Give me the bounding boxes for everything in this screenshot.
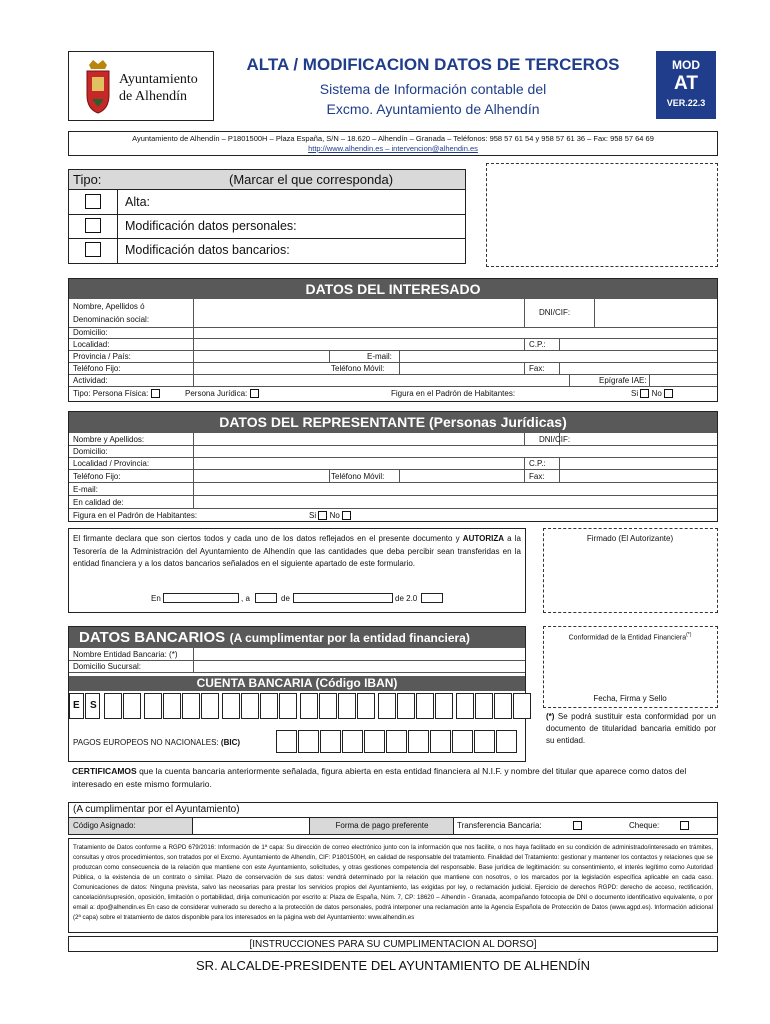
padron-si-checkbox[interactable] (640, 389, 649, 398)
bic-char-box[interactable] (386, 730, 407, 753)
representante-nombre-label: Nombre y Apellidos: (73, 435, 145, 444)
representante-padron-options: Si No (309, 511, 351, 520)
iban-digit-box[interactable] (123, 693, 141, 719)
tipo-label: Tipo: (73, 172, 102, 187)
coat-of-arms-icon (83, 59, 113, 114)
declaracion-text: El firmante declara que son ciertos todos y cada uno de los datos reflejados en el presente documento y AUTORIZA a la Tesorería de la Administración del Ayuntamiento de Alhendín que las cantidades que deba percibir sean transferidas en la entidad financiera y a los datos bancarios señalados en el siguiente apartado de este formulario. (73, 534, 522, 568)
tipo-mod-personales-checkbox[interactable] (85, 218, 101, 233)
ayuntamiento-section (68, 802, 718, 835)
interesado-epigrafe-label: Epígrafe IAE: (599, 376, 647, 385)
certificamos-text: CERTIFICAMOS que la cuenta bancaria anteriormente señalada, figura abierta en esta entidad financiera al N.I.F. y nombre del titular que aparece como datos del interesado en este mismo formulario. (72, 766, 687, 789)
iban-digit-box[interactable] (513, 693, 531, 719)
iban-digit-box[interactable] (338, 693, 356, 719)
representante-email-label: E-mail: (73, 485, 98, 494)
tipo-instruction: (Marcar el que corresponda) (229, 172, 394, 187)
model-version: VER.22.3 (666, 98, 706, 108)
interesado-dni-label: DNI/CIF: (539, 308, 571, 317)
bic-char-box[interactable] (342, 730, 363, 753)
iban-digit-box[interactable] (144, 693, 162, 719)
transferencia-label: Transferencia Bancaria: (457, 821, 542, 830)
interesado-fax-label: Fax: (529, 364, 545, 373)
forma-pago-label: Forma de pago preferente (335, 821, 429, 830)
bic-char-box[interactable] (276, 730, 297, 753)
interesado-actividad-label: Actividad: (73, 376, 108, 385)
rgpd-box (68, 838, 718, 933)
persona-fisica-checkbox[interactable] (151, 389, 160, 398)
iban-digit-box[interactable] (163, 693, 181, 719)
bic-char-box[interactable] (474, 730, 495, 753)
rgpd-text: Tratamiento de Datos conforme a RGPD 679/2016: Información de 1ª capa: Su dirección de correo electrónico junto con la información que nos facilite, o nos haya facilitado en su condición de administrado/interesado en trámites, consultas y otros procedimientos, son tratados por el Excmo. Ayuntamiento de Alhendín, CIF: P1801500H, en calidad de responsable del tratamiento. Finalidad del Tratamiento: gestionar y mantener los contactos y relaciones que se produzcan como consecuencia de la relación que mantiene con este Ayuntamiento, solicitudes, y otras gestiones competencia del responsable. Base jurídica de legitimación: su consentimiento, el interés legítimo como Autoridad Pública, o la existencia de un contrato o similar. Plazo de conservación de sus datos: vendrá determinado por la relación que mantiene con nosotros, o los marcados por la legislación específica aplicable en cada caso. Comunicaciones de datos: Ninguna prevista, salvo las necesarias para prestar los servicios propios del Ayuntamiento, las exigidas por ley, o reclamación judicial. Ejercicio de derechos RGPD: derecho de acceso, rectificación, cancelación/supresión, oposición, limitación o portabilidad, dirija comunicación por escrito a: Plaza de España, Núm. 7, CP: 18620 – Alhendín - Granada, acompañando fotocopia de DNI o documento identificativo equivalente, o por email a: dpo@alhendin.es En caso de considerar vulnerado su derecho a la protección de datos personales, podrá interponer una reclamación ante la Agencia Española de Protección de Datos (www.agpd.es). Información adicional (2ª capa) sobre el tratamiento de datos disponible para los interesados en la página web del Ayuntamiento: www.alhendin.es (73, 844, 713, 921)
iban-digit-box[interactable] (182, 693, 200, 719)
representante-telefono-label: Teléfono Fijo: (73, 472, 121, 481)
tipo-section (68, 169, 466, 264)
interesado-denominacion-label: Denominación social: (73, 315, 150, 324)
rep-padron-si-checkbox[interactable] (318, 511, 327, 520)
declaracion-mes-input[interactable] (293, 593, 393, 603)
interesado-localidad-label: Localidad: (73, 340, 110, 349)
instrucciones-box (68, 936, 718, 952)
bic-char-box[interactable] (452, 730, 473, 753)
representante-calidad-label: En calidad de: (73, 498, 124, 507)
interesado-header: DATOS DEL INTERESADO (69, 279, 717, 299)
iban-digit-box[interactable] (241, 693, 259, 719)
codigo-asignado-label-cell (69, 818, 193, 834)
iban-digit-box[interactable] (435, 693, 453, 719)
iban-digit-box[interactable] (456, 693, 474, 719)
interesado-movil-label: Teléfono Móvil: (331, 364, 385, 373)
logo-box (68, 51, 214, 121)
iban-digit-box[interactable] (378, 693, 396, 719)
representante-domicilio-label: Domicilio: (73, 447, 108, 456)
iban-digit-box[interactable] (357, 693, 375, 719)
persona-juridica-checkbox[interactable] (250, 389, 259, 398)
iban-digit-box[interactable] (279, 693, 297, 719)
representante-localidad-label: Localidad / Provincia: (73, 459, 150, 468)
bic-char-box[interactable] (430, 730, 451, 753)
cheque-label: Cheque: (629, 821, 660, 830)
bic-char-box[interactable] (496, 730, 517, 753)
declaracion-de2-label: de 2.0 (395, 594, 418, 603)
declaracion-en-label: En (151, 594, 161, 603)
bancarios-sucursal-label: Domicilio Sucursal: (73, 662, 142, 671)
iban-box-e[interactable]: E (69, 693, 84, 719)
interesado-section (68, 278, 718, 402)
address-line: Ayuntamiento de Alhendín – P1801500H – Plaza España, S/N – 18.620 – Alhendín – Granada – Teléfonos: 958 57 61 54 y 958 57 61 36 – Fax: 958 57 64 69 (132, 134, 654, 143)
form-subtitle-2: Excmo. Ayuntamiento de Alhendín (326, 101, 540, 117)
iban-digit-box[interactable] (494, 693, 512, 719)
interesado-tipo-fisica-label: Tipo: Persona Física: (73, 389, 160, 398)
tipo-alta-checkbox[interactable] (85, 194, 101, 209)
conformidad-nota: (*) Se podrá sustituir esta conformidad por un documento de titularidad bancaria emitido por su entidad. (546, 712, 716, 745)
representante-fax-label: Fax: (529, 472, 545, 481)
representante-movil-label: Teléfono Móvil: (331, 472, 385, 481)
iban-digit-box[interactable] (104, 693, 122, 719)
instrucciones-label[interactable]: [INSTRUCCIONES PARA SU CUMPLIMENTACION AL DORSO] (249, 939, 537, 950)
padron-no-checkbox[interactable] (664, 389, 673, 398)
model-code: AT (674, 73, 698, 94)
iban-digit-box[interactable] (201, 693, 219, 719)
registro-stamp-area (486, 163, 718, 267)
bancarios-title: DATOS BANCARIOS (79, 629, 226, 646)
forma-pago-label-cell (309, 818, 454, 834)
interesado-nombre-label: Nombre, Apellidos ó (73, 302, 145, 311)
declaracion-de-label: de (281, 594, 290, 603)
bancarios-subtitle: (A cumplimentar por la entidad financiera) (229, 631, 470, 645)
model-box (656, 51, 716, 119)
cheque-checkbox[interactable] (680, 821, 689, 830)
declaracion-a-label: , a (241, 594, 250, 603)
tipo-option-bancarios: Modificación datos bancarios: (125, 243, 290, 257)
conformidad-label: Conformidad de la Entidad Financiera(*) (568, 632, 692, 642)
iban-digit-box[interactable] (300, 693, 318, 719)
representante-dni-label: DNI/CIF: (539, 435, 571, 444)
ayuntamiento-title: (A cumplimentar por el Ayuntamiento) (73, 804, 240, 815)
iban-digit-box[interactable] (416, 693, 434, 719)
codigo-asignado-input[interactable] (194, 818, 308, 834)
logo-line-2: de Alhendín (119, 89, 188, 104)
model-label: MOD (672, 58, 700, 72)
address-links[interactable]: http://www.alhendin.es – intervencion@alhendin.es (308, 144, 478, 153)
bic-char-box[interactable] (298, 730, 319, 753)
tipo-mod-bancarios-checkbox[interactable] (85, 242, 101, 257)
alcalde-footer: SR. ALCALDE-PRESIDENTE DEL AYUNTAMIENTO DE ALHENDÍN (196, 958, 590, 973)
declaracion-lugar-input[interactable] (163, 593, 239, 603)
interesado-tipo-juridica-label: Persona Jurídica: (185, 389, 259, 398)
declaracion-box (68, 528, 526, 613)
declaracion-dia-input[interactable] (255, 593, 277, 603)
interesado-telefono-label: Teléfono Fijo: (73, 364, 121, 373)
bic-char-box[interactable] (364, 730, 385, 753)
declaracion-anio-input[interactable] (421, 593, 443, 603)
representante-cp-label: C.P.: (529, 459, 546, 468)
interesado-domicilio-label: Domicilio: (73, 328, 108, 337)
codigo-asignado-label: Código Asignado: (73, 821, 136, 830)
transferencia-checkbox[interactable] (573, 821, 582, 830)
logo-line-1: Ayuntamiento (119, 72, 198, 87)
tipo-option-personales: Modificación datos personales: (125, 219, 297, 233)
tipo-header (69, 170, 465, 190)
rep-padron-no-checkbox[interactable] (342, 511, 351, 520)
firma-autorizante-box[interactable] (543, 528, 718, 613)
interesado-nombre-input[interactable] (194, 300, 523, 326)
iban-digit-box[interactable] (222, 693, 240, 719)
interesado-provincia-label: Provincia / País: (73, 352, 131, 361)
interesado-padron-si: Si No (631, 389, 673, 398)
iban-box-s[interactable]: S (85, 693, 100, 719)
firma-autorizante-label: Firmado (El Autorizante) (586, 534, 674, 543)
interesado-email-label: E-mail: (367, 352, 392, 361)
interesado-padron-label: Figura en el Padrón de Habitantes: (391, 389, 516, 398)
iban-digit-box[interactable] (397, 693, 415, 719)
interesado-cp-label: C.P.: (529, 340, 546, 349)
pagos-europeos-label: PAGOS EUROPEOS NO NACIONALES: (BIC) (73, 738, 241, 747)
bic-char-box[interactable] (320, 730, 341, 753)
iban-digit-box[interactable] (475, 693, 493, 719)
conformidad-entidad-box[interactable] (543, 626, 718, 708)
representante-padron-label: Figura en el Padrón de Habitantes: (73, 511, 198, 520)
cuenta-bancaria-header: CUENTA BANCARIA (Código IBAN) (69, 676, 525, 691)
form-title: ALTA / MODIFICACION DATOS DE TERCEROS (246, 55, 620, 74)
tipo-option-alta: Alta: (125, 195, 151, 209)
form-subtitle-1: Sistema de Información contable del (319, 81, 547, 97)
bancarios-entidad-label: Nombre Entidad Bancaria: (*) (73, 650, 178, 659)
address-box (68, 131, 718, 156)
fecha-firma-sello-label: Fecha, Firma y Sello (593, 694, 667, 703)
representante-section (68, 411, 718, 522)
bic-char-box[interactable] (408, 730, 429, 753)
representante-header: DATOS DEL REPRESENTANTE (Personas Jurídicas) (69, 412, 717, 433)
bancarios-header (69, 627, 525, 648)
iban-digit-box[interactable] (319, 693, 337, 719)
iban-digit-box[interactable] (260, 693, 278, 719)
